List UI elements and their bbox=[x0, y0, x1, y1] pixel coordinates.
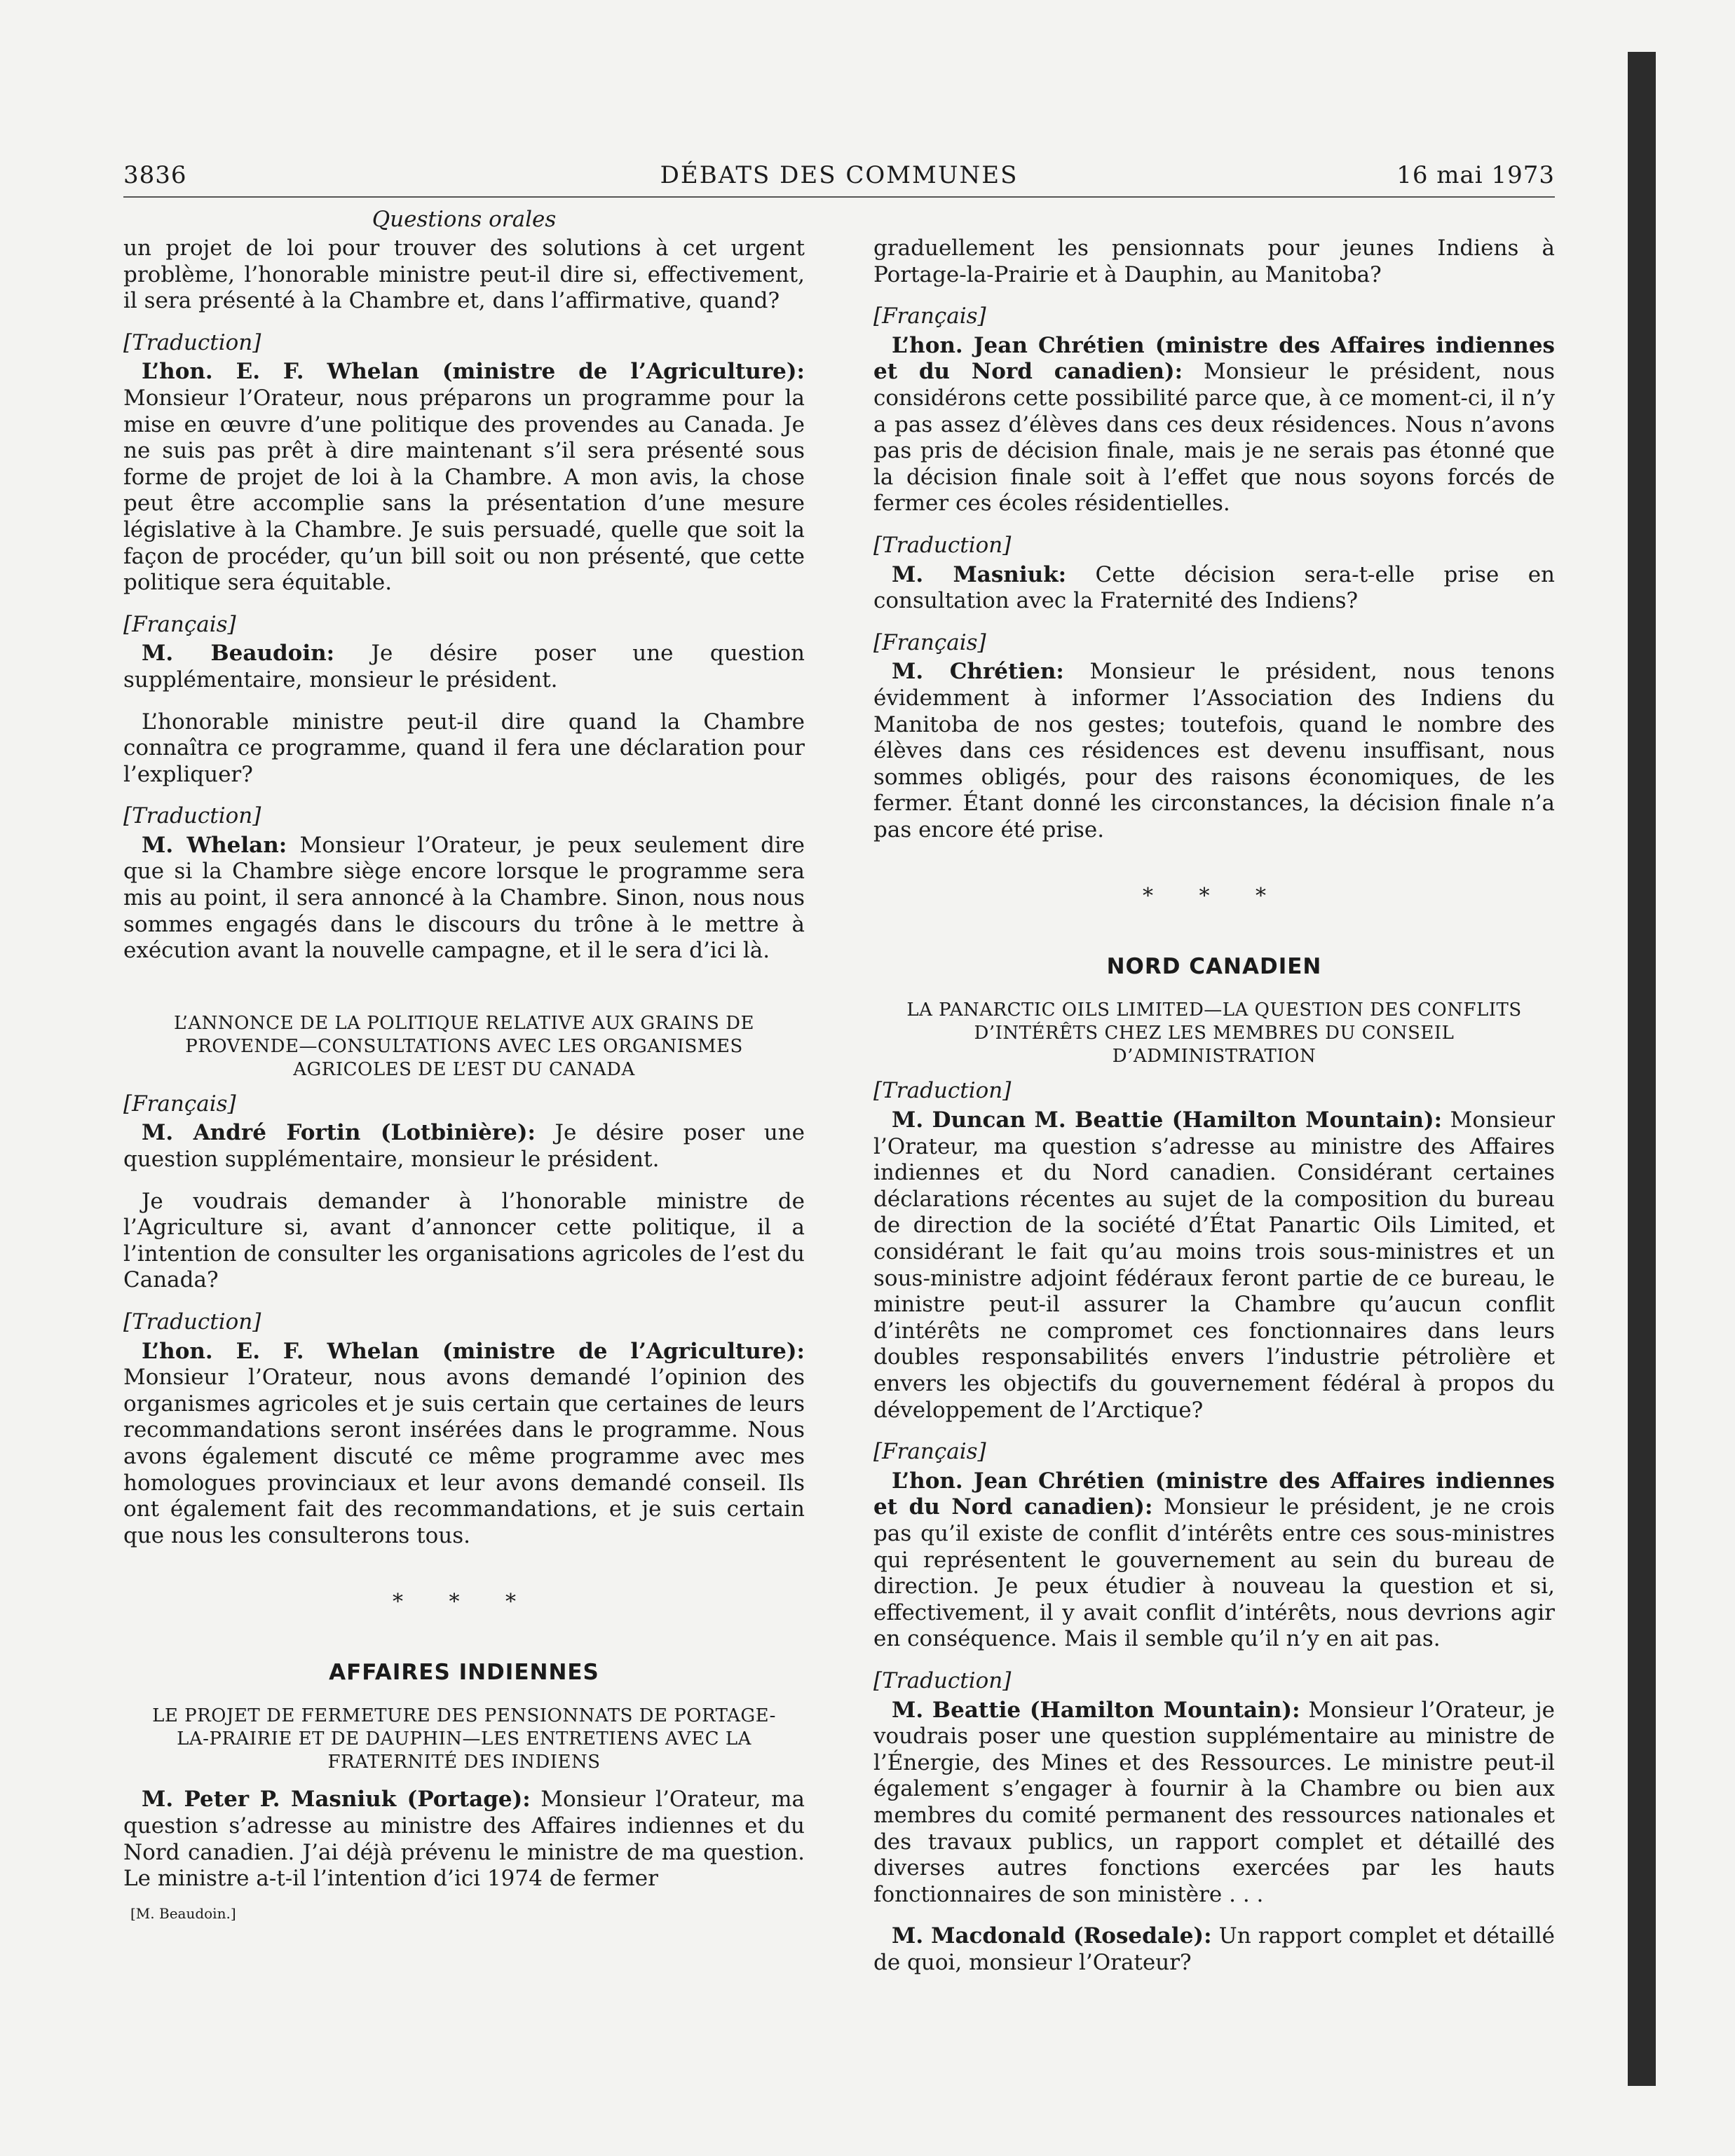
speaker-name: M. Beaudoin: bbox=[142, 641, 335, 667]
speech bbox=[873, 1923, 1555, 1976]
speaker-name: L’hon. E. F. Whelan (ministre de l’Agriculture): bbox=[142, 1338, 805, 1364]
speech bbox=[873, 562, 1555, 615]
paragraph: graduellement les pensionnats pour jeunes Indiens à Portage-la-Prairie et à Dauphin, au Manitoba? bbox=[873, 236, 1555, 287]
right-column bbox=[873, 205, 1555, 1976]
publication-title: DÉBATS DES COMMUNES bbox=[660, 161, 1019, 189]
section-separator: * * * bbox=[392, 1590, 536, 1615]
hansard-page bbox=[123, 160, 1556, 1975]
speech-text: Monsieur le président, je ne crois pas qu’il existe de conflit d’intérêts entre ces sous-ministres qui représentent le gouvernement au sein du bureau de direction. Je peux étudier à nouveau la question et si, effectivement, il y avait conflit d’intérêts, nous devrions agir en conséquence. Mais il semble qu’il n’y en ait pas. bbox=[873, 1494, 1555, 1652]
speech bbox=[123, 833, 805, 964]
section-heading: NORD CANADIEN bbox=[1106, 954, 1322, 980]
speech-text: Je désire poser une question supplémentaire, monsieur le président. bbox=[123, 641, 805, 692]
speaker-name: L’hon. Jean Chrétien (ministre des Affaires indiennes et du Nord canadien): bbox=[873, 1468, 1555, 1520]
speaker-name: M. Masniuk: bbox=[892, 561, 1067, 587]
speech-text: Monsieur l’Orateur, je voudrais poser une question supplémentaire au ministre de l’Énergie, des Mines et des Ressources. Le ministre peut-il également s’engager à fournir à la Chambre ou bien aux membres du comité permanent des ressources nationales et des travaux publics, un rapport complet et détaillé des diverses autres fonctions exercées par les hauts fonctionnaires de son ministère . . . bbox=[873, 1697, 1555, 1907]
subsection-heading: LE PROJET DE FERMETURE DES PENSIONNATS DE PORTAGE-LA-PRAIRIE ET DE DAUPHIN—LES ENTRETIENS AVEC LA FRATERNITÉ DES INDIENS bbox=[152, 1705, 776, 1773]
language-tag: [Français] bbox=[123, 611, 236, 637]
speaker-name: M. Macdonald (Rosedale): bbox=[892, 1923, 1212, 1949]
language-tag: [Traduction] bbox=[123, 803, 261, 829]
scan-edge-bar bbox=[1628, 52, 1656, 2086]
speech bbox=[123, 1787, 805, 1892]
language-tag: [Français] bbox=[873, 1439, 986, 1465]
speech-text: Monsieur l’Orateur, nous préparons un programme pour la mise en œuvre d’une politique des provendes au Canada. Je ne suis pas prêt à dire maintenant s’il sera présenté sous forme de projet de loi à la Chambre. A mon avis, la chose peut être accomplie sans la présentation d’une mesure législative à la Chambre. Je suis persuadé, quelle que soit la façon de procéder, qu’un bill soit ou non présenté, que cette politique sera équitable. bbox=[123, 385, 805, 596]
language-tag: [Français] bbox=[873, 629, 986, 655]
paragraph: L’honorable ministre peut-il dire quand la Chambre connaîtra ce programme, quand il fera une déclaration pour l’expliquer? bbox=[123, 709, 805, 787]
speech-text: Monsieur l’Orateur, je peux seulement dire que si la Chambre siège encore lorsque le programme sera mis au point, il sera annoncé à la Chambre. Sinon, nous nous sommes engagés dans le discours du trône à le mettre à exécution avant la nouvelle campagne, et il le sera d’ici là. bbox=[123, 832, 805, 964]
speech bbox=[873, 1468, 1555, 1653]
section-separator: * * * bbox=[1142, 884, 1286, 909]
speaker-name: M. Chrétien: bbox=[892, 659, 1064, 685]
speech-text: Cette décision sera-t-elle prise en consultation avec la Fraternité des Indiens? bbox=[873, 561, 1556, 614]
speaker-name: M. André Fortin (Lotbinière): bbox=[142, 1120, 536, 1146]
speech bbox=[873, 659, 1555, 843]
language-tag: [Traduction] bbox=[123, 1309, 261, 1335]
speech bbox=[123, 641, 805, 693]
speech bbox=[873, 333, 1555, 517]
footnote: [M. Beaudoin.] bbox=[130, 1904, 236, 1922]
speaker-name: M. Duncan M. Beattie (Hamilton Mountain): bbox=[892, 1107, 1443, 1133]
speaker-name: M. Whelan: bbox=[142, 832, 287, 858]
language-tag: [Traduction] bbox=[873, 532, 1012, 558]
speech-text: Monsieur le président, nous tenons évidemment à informer l’Association des Indiens du Manitoba de nos gestes; toutefois, quand le nombre des élèves dans ces résidences est devenu insuffisant, nous sommes obligés, pour des raisons économiques, de les fermer. Étant donné les circonstances, la décision finale n’a pas encore été prise. bbox=[873, 659, 1555, 842]
page-header bbox=[123, 160, 1555, 198]
running-head: Questions orales bbox=[372, 207, 557, 232]
speech-text: Je désire poser une question supplémentaire, monsieur le président. bbox=[123, 1120, 805, 1173]
subsection-heading: L’ANNONCE DE LA POLITIQUE RELATIVE AUX GRAINS DE PROVENDE—CONSULTATIONS AVEC LES ORGANISMES AGRICOLES DE L’EST DU CANADA bbox=[174, 1012, 754, 1080]
language-tag: [Français] bbox=[123, 1091, 236, 1117]
subsection-heading: LA PANARCTIC OILS LIMITED—LA QUESTION DES CONFLITS D’INTÉRÊTS CHEZ LES MEMBRES DU CONSEIL D’ADMINISTRATION bbox=[906, 999, 1522, 1067]
speech bbox=[873, 1698, 1555, 1909]
speech bbox=[123, 1120, 805, 1173]
speech bbox=[123, 359, 805, 596]
page-number: 3836 bbox=[123, 161, 187, 189]
speech bbox=[873, 1107, 1555, 1424]
speech-text: Monsieur l’Orateur, nous avons demandé l’opinion des organismes agricoles et je suis certain que certaines de leurs recommandations seront insérées dans le programme. Nous avons également discuté ce même programme avec mes homologues provinciaux et leur avons demandé conseil. Ils ont également fait des recommandations, et je suis certain que nous les consulterons tous. bbox=[123, 1365, 805, 1548]
speaker-name: M. Peter P. Masniuk (Portage): bbox=[142, 1787, 531, 1813]
speech-text: Un rapport complet et détaillé de quoi, monsieur l’Orateur? bbox=[873, 1923, 1555, 1975]
speaker-name: M. Beattie (Hamilton Mountain): bbox=[892, 1697, 1300, 1723]
speech-text: Monsieur le président, nous considérons cette possibilité parce que, à ce moment-ci, il n’y a pas assez d’élèves dans ces deux résidences. Nous n’avons pas pris de décision finale, mais je ne serais pas étonné que la décision finale soit à l’effet que nous soyons forcés de fermer ces écoles résidentielles. bbox=[873, 359, 1555, 517]
speech-text: Monsieur l’Orateur, ma question s’adresse au ministre des Affaires indiennes et du Nord canadien. J’ai déjà prévenu le ministre de ma question. Le ministre a-t-il l’intention d’ici 1974 de fermer bbox=[123, 1787, 805, 1892]
section-heading: AFFAIRES INDIENNES bbox=[329, 1660, 599, 1686]
paragraph: un projet de loi pour trouver des solutions à cet urgent problème, l’honorable ministre peut-il dire si, effectivement, il sera présenté à la Chambre et, dans l’affirmative, quand? bbox=[123, 236, 805, 314]
speaker-name: L’hon. Jean Chrétien (ministre des Affaires indiennes et du Nord canadien): bbox=[873, 332, 1555, 385]
language-tag: [Traduction] bbox=[123, 329, 261, 355]
left-column bbox=[123, 205, 805, 1923]
language-tag: [Traduction] bbox=[873, 1667, 1012, 1693]
speech-text: Monsieur l’Orateur, ma question s’adresse au ministre des Affaires indiennes et du Nord canadien. Considérant certaines déclarations récentes au sujet de la composition du bureau de direction de la société d’État Panartic Oils Limited, et considérant le fait qu’au moins trois sous-ministres et un sous-ministre adjoint fédéraux feront partie de ce bureau, le ministre peut-il assurer la Chambre qu’aucun conflit d’intérêts ne compromet ces fonctionnaires dans leurs doubles responsabilités envers l’industrie pétrolière et envers les objectifs du gouvernement fédéral à propos du développement de l’Arctique? bbox=[873, 1107, 1555, 1423]
publication-date: 16 mai 1973 bbox=[1396, 161, 1555, 189]
paragraph: Je voudrais demander à l’honorable ministre de l’Agriculture si, avant d’annoncer cette politique, il a l’intention de consulter les organisations agricoles de l’est du Canada? bbox=[123, 1188, 805, 1293]
speech bbox=[123, 1339, 805, 1550]
language-tag: [Français] bbox=[873, 303, 986, 329]
language-tag: [Traduction] bbox=[873, 1078, 1012, 1104]
speaker-name: L’hon. E. F. Whelan (ministre de l’Agriculture): bbox=[142, 359, 805, 385]
